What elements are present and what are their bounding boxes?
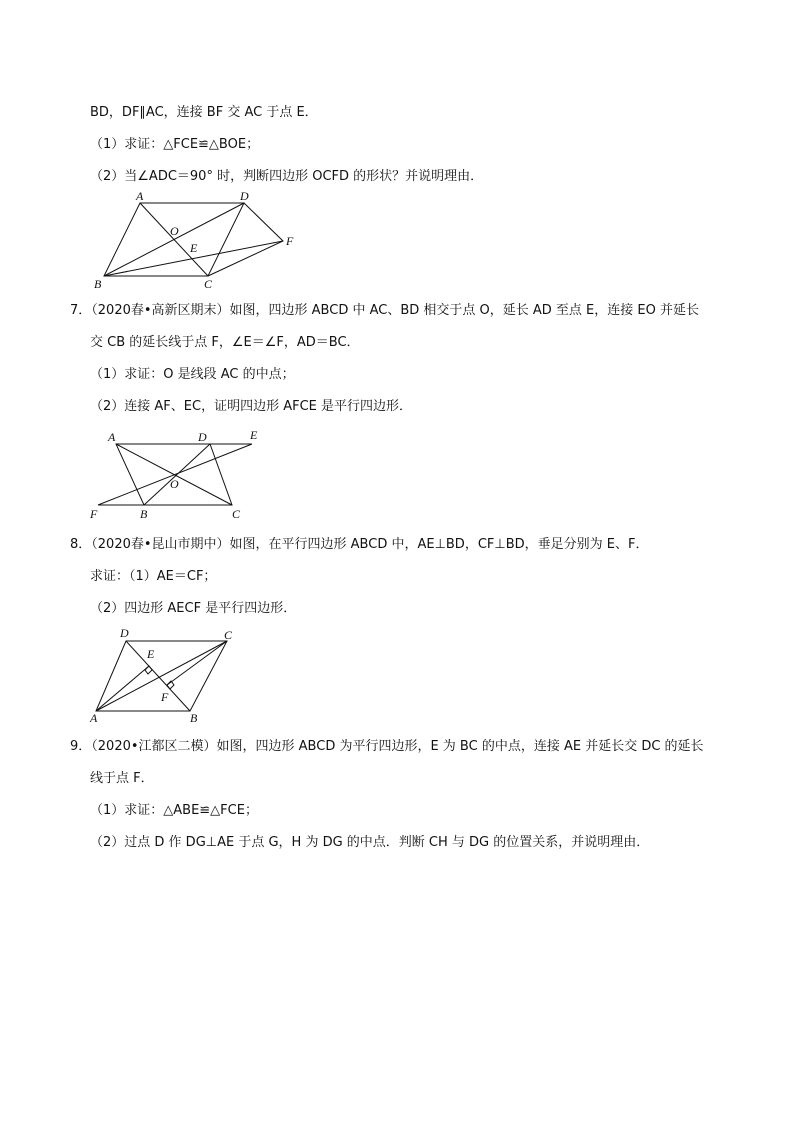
problem7-question-2: （2）连接 AF、EC，证明四边形 AFCE 是平行四边形．	[90, 399, 412, 414]
label-b: B	[140, 507, 148, 521]
label-e: E	[250, 428, 258, 442]
perpendicular-cf	[167, 641, 227, 685]
label-a: A	[136, 190, 144, 203]
label-d: D	[120, 626, 129, 640]
problem8-question-1: 求证：（1）AE＝CF；	[90, 569, 217, 584]
label-f: F	[161, 690, 169, 704]
diagonal-bd	[104, 203, 244, 276]
label-b: B	[190, 711, 198, 725]
problem6-question-2: （2）当∠ADC＝90° 时，判断四边形 OCFD 的形状？并说明理由．	[90, 169, 484, 184]
problem9-question-2: （2）过点 D 作 DG⊥AE 于点 G，H 为 DG 的中点．判断 CH 与 DG 的位置关系，并说明理由．	[90, 835, 650, 850]
label-e: E	[147, 647, 155, 661]
segments-df-fc	[208, 203, 283, 276]
label-d: D	[198, 430, 207, 444]
problem7-question-1: （1）求证：O 是线段 AC 的中点；	[90, 367, 295, 382]
problem9-text-line2: 线于点 F．	[90, 771, 154, 786]
right-angle-mark-f	[167, 681, 174, 689]
diagonal-bd	[144, 444, 210, 505]
label-f: F	[286, 234, 294, 248]
problem7-text-line1: 7．（2020春•高新区期末）如图，四边形 ABCD 中 AC、BD 相交于点 O，延长 AD 至点 E，连接 EO 并延长	[70, 303, 699, 318]
problem6-question-1: （1）求证：△FCE≌△BOE；	[90, 137, 260, 152]
label-b: B	[94, 277, 102, 290]
problem8-text-line1: 8．（2020春•昆山市期中）如图，在平行四边形 ABCD 中，AE⊥BD，CF⊥BD，垂足分别为 E、F．	[70, 537, 649, 552]
problem7-figure	[86, 426, 276, 522]
label-o: O	[170, 477, 179, 491]
label-a: A	[90, 711, 98, 725]
label-c: C	[232, 507, 241, 521]
label-f: F	[90, 507, 98, 521]
problem7-text-line2: 交 CB 的延长线于点 F，∠E＝∠F，AD＝BC．	[90, 335, 360, 350]
label-d: D	[240, 190, 249, 203]
label-c: C	[204, 277, 213, 290]
problem9-text-line1: 9．（2020•江都区二模）如图，四边形 ABCD 为平行四边形，E 为 BC 的中点，连接 AE 并延长交 DC 的延长	[70, 739, 704, 754]
label-a: A	[108, 430, 116, 444]
problem9-question-1: （1）求证：△ABE≌△FCE；	[90, 803, 258, 818]
label-c: C	[224, 628, 233, 642]
problem8-figure	[86, 624, 246, 728]
perpendicular-ae	[96, 666, 149, 711]
label-o: O	[170, 224, 179, 238]
diagonal-bd	[126, 641, 190, 711]
problem8-question-2: （2）四边形 AECF 是平行四边形．	[90, 601, 297, 616]
problem6-text-cont: BD，DF∥AC，连接 BF 交 AC 于点 E．	[90, 105, 318, 120]
right-angle-mark-e	[145, 666, 152, 674]
problem6-figure	[90, 190, 300, 290]
label-e: E	[190, 241, 198, 255]
